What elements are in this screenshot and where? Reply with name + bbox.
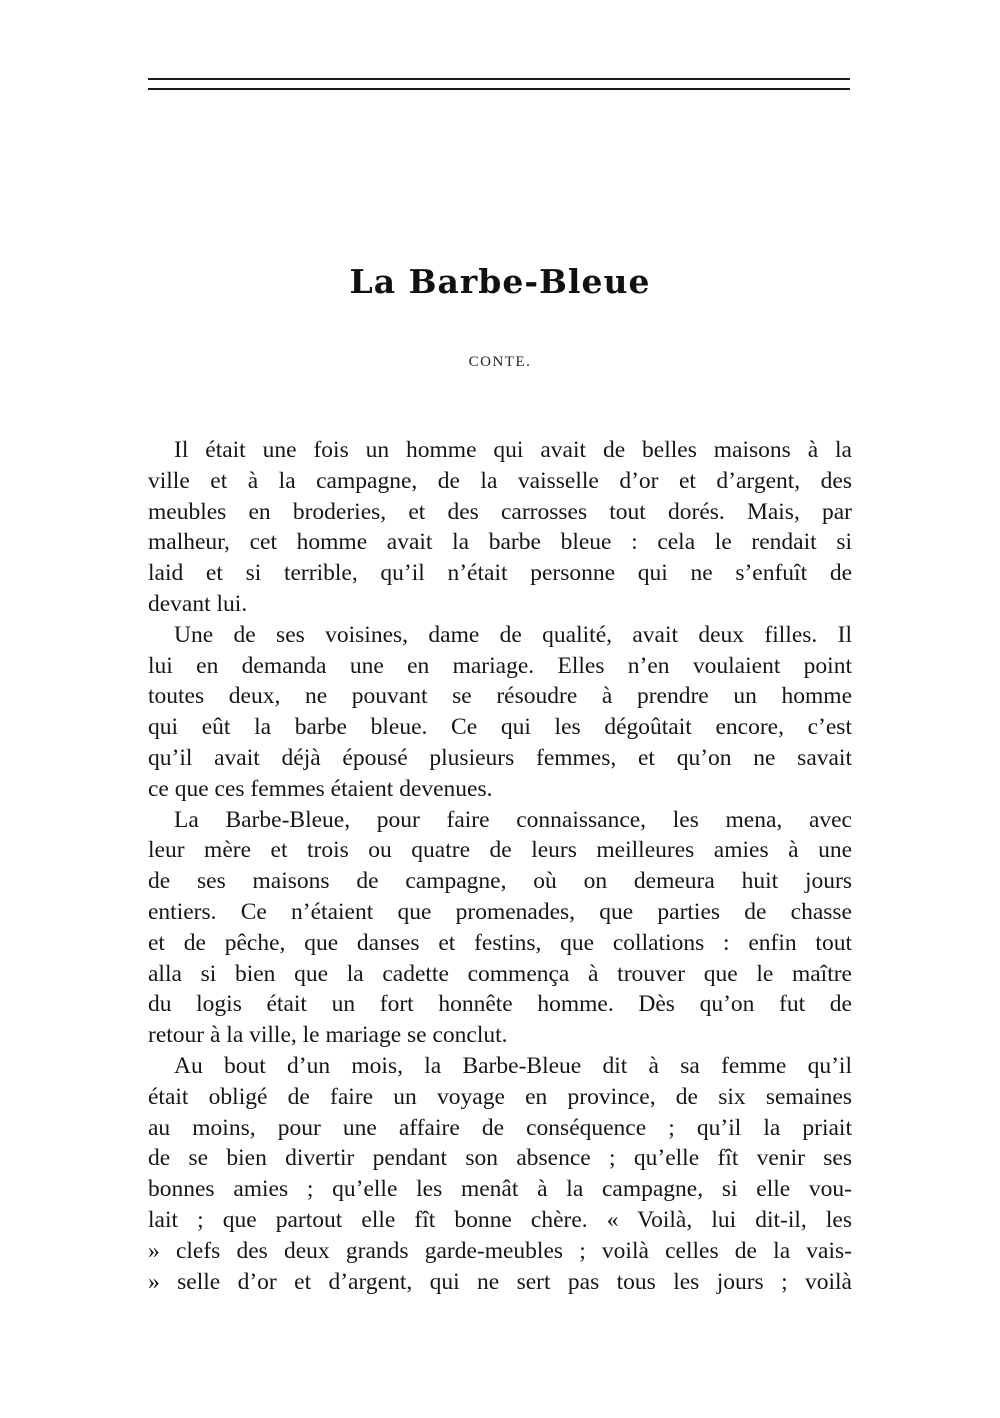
text-line: Il était une fois un homme qui avait de belles maisons à la: [174, 437, 852, 463]
text-line: ce que ces femmes étaient devenues.: [148, 775, 493, 802]
text-line: » selle d’or et d’argent, qui ne sert pas tous les jours ; voilà: [148, 1268, 852, 1295]
text-line: bonnes amies ; qu’elle les menât à la campagne, si elle vou-: [148, 1176, 852, 1203]
text-line: devant lui.: [148, 590, 248, 617]
text-line: meubles en broderies, et des carrosses tout dorés. Mais, par: [148, 498, 852, 525]
text-line: lait ; que partout elle fît bonne chère. « Voilà, lui dit-il, les: [148, 1206, 852, 1233]
text-line: du logis était un fort honnête homme. Dès qu’on fut de: [148, 991, 852, 1018]
text-line: Au bout d’un mois, la Barbe-Bleue dit à sa femme qu’il: [174, 1052, 852, 1079]
text-line: La Barbe-Bleue, pour faire connaissance, les mena, avec: [174, 806, 852, 833]
text-line: entiers. Ce n’étaient que promenades, que parties de chasse: [148, 898, 852, 925]
text-line: laid et si terrible, qu’il n’était personne qui ne s’enfuît de: [148, 560, 852, 587]
header-rule-top: [148, 78, 850, 80]
text-line: au moins, pour une affaire de conséquence ; qu’il la priait: [148, 1114, 852, 1141]
text-line: qu’il avait déjà épousé plusieurs femmes, et qu’on ne savait: [148, 744, 852, 771]
text-line: toutes deux, ne pouvant se résoudre à prendre un homme: [148, 683, 852, 710]
text-line: Une de ses voisines, dame de qualité, avait deux filles. Il: [174, 621, 852, 648]
text-line: leur mère et trois ou quatre de leurs meilleures amies à une: [148, 837, 852, 864]
text-line: de ses maisons de campagne, où on demeura huit jours: [148, 868, 852, 895]
text-line: lui en demanda une en mariage. Elles n’en voulaient point: [148, 652, 852, 679]
text-line: alla si bien que la cadette commença à trouver que le maître: [148, 960, 852, 987]
header-rule-bottom: [148, 88, 850, 90]
story-title: La Barbe-Bleue: [349, 262, 651, 301]
text-line: retour à la ville, le mariage se conclut.: [148, 1022, 508, 1049]
text-line: et de pêche, que danses et festins, que collations : enfin tout: [148, 929, 852, 956]
text-line: ville et à la campagne, de la vaisselle d’or et d’argent, des: [148, 467, 852, 494]
text-line: de se bien divertir pendant son absence ; qu’elle fît venir ses: [148, 1145, 852, 1172]
story-body: [148, 435, 852, 1297]
text-line: était obligé de faire un voyage en province, de six semaines: [148, 1083, 852, 1110]
text-line: » clefs des deux grands garde-meubles ; voilà celles de la vais-: [148, 1237, 852, 1264]
story-subtitle: CONTE.: [468, 354, 532, 370]
text-line: malheur, cet homme avait la barbe bleue : cela le rendait si: [148, 529, 852, 556]
text-line: qui eût la barbe bleue. Ce qui les dégoûtait encore, c’est: [148, 714, 852, 741]
